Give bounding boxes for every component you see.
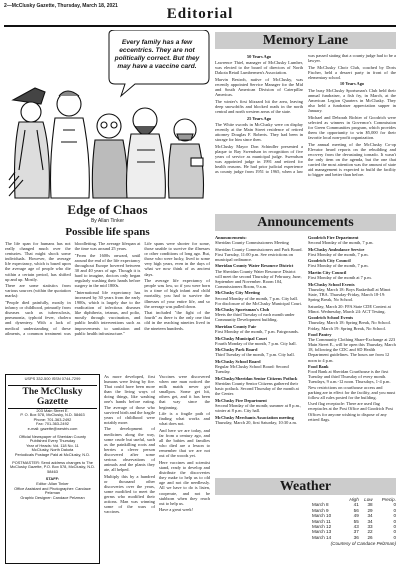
announcement-text: Sheridan County Commissioners and Park Board. First Tuesday, 11:00 p.m. See restrictions on municipal ordinance. (215, 246, 303, 262)
announcement-item (215, 336, 303, 346)
announcement-title: Goodrich Fire Department (308, 235, 359, 240)
memory-lane-paragraph: The busy McClusky Sportsman's Club held their annual fundraiser, a fish fry, in March, at the American Legion Quarters in McClusky. They also held a fundraiser appreciation supper in January. (308, 87, 396, 113)
masthead-line: Periodicals Postage Paid at McClusky, N.D. (14, 451, 91, 457)
weather-low: 26 (367, 534, 373, 540)
masthead-line: POSTMASTER: Send address changes to The McClusky Gazette, P.O. Box 578, McClusky, N.D. 58463 (9, 459, 96, 474)
weather-date: March 9 (312, 507, 329, 513)
weather-low: 34 (367, 518, 373, 524)
announcement-title: McClusky Municipal Court (215, 335, 267, 341)
editorial-continued (104, 374, 210, 564)
announcement-item (215, 359, 303, 374)
editorial-paragraph: "International life expectancy has increased by 30 years from the early 1900s, which is largely due to the eradication of infectious diseases like diphtheria, tetanus, and polio, mostly through vaccination, and public health interventions such as improvements to sanitation and public health infrastructure." (74, 289, 141, 336)
masthead-issn: USPS 332-500 ISSN 0744-7299 (24, 376, 81, 381)
memory-lane-heading: Memory Lane (215, 32, 396, 49)
header-rule (4, 25, 396, 27)
announcement-title: McClusky Park Board (215, 347, 258, 353)
editorial-cartoon (5, 30, 210, 200)
masthead-line: P. O. Box 578, McClusky, N.D. 58463 (20, 412, 85, 418)
announcement-item (308, 282, 396, 302)
announcement-title: Martin City Council (308, 270, 347, 276)
weather-low: 29 (367, 507, 373, 513)
announcement-text: Meets the third Tuesday of each month under Community Development building. (215, 312, 295, 323)
editorial-paragraph: The average life expectancy of people was low, so if you were born in a time of high infant and child mortality, you had to survive the illnesses of your entire life, and so the average was pulled down. (144, 278, 210, 309)
weather-precip: 0 (393, 507, 396, 513)
masthead-line: Phone: 701-363-2492 (33, 416, 72, 422)
memory-lane-paragraph: The winter's first blizzard hit the area, leaving deep snowdrifts and blocked roads in the north central and north western areas of the state. (215, 98, 303, 114)
announcements-body (215, 235, 396, 475)
masthead-line: McClusky, North Dakota (31, 447, 74, 453)
masthead-line: Official Newspaper of Sheridan County (19, 433, 86, 439)
announcement-text: The Community Clothing Share-Exchange at 223 Main Street E., will be open this Thursday, March 18, following the CDC and SD Health Department guidelines. The hours are from 12 noon to 4 p.m. (308, 337, 396, 363)
announcement-item (215, 235, 303, 245)
announcement-text: First Monday of the month, 7 p.m. Fairgrounds. (215, 329, 299, 335)
weather-row (312, 535, 396, 540)
weather-table (312, 497, 396, 547)
weather-precip: 0 (393, 529, 396, 535)
announcement-item (215, 324, 303, 334)
cartoon-title: Edge of Chaos (67, 202, 148, 217)
announcement-item (308, 247, 396, 257)
section-title: Editorial (166, 6, 234, 22)
weather-credit: (Courtesy of Candace Pelzman) (330, 541, 396, 547)
announcement-text: Sheridan County Senior Citizens gathered their basic potluck. Second Thursday of the month at the Center. (215, 380, 299, 397)
announcement-title: McClusky Ambulance Service (308, 246, 365, 252)
announcement-item (215, 398, 303, 413)
weather-low: 34 (367, 513, 373, 519)
announcement-title: Announcements: (215, 235, 247, 240)
masthead-line: Office Assistant and Photographer: Candace Pelzman (14, 485, 91, 496)
editorial-paragraph: "From the 1600s onward, until around the end of the life expectancy throughout Europe hovered between 30 and 40 years of age. Though it is hard to imagine, doctors only began regularly washing their hands before surgery in the mid 1800s. (74, 252, 141, 289)
running-head: 2—McClusky Gazette, Thursday, March 18, 2021 (4, 3, 118, 9)
weather-high: 37 (353, 529, 359, 535)
masthead-line: STAFF: (45, 476, 60, 482)
announcement-text: Sheridan County Commissioners Meeting (215, 240, 289, 246)
announcement-text: Thursday, March 18: Boys Basketball at Minot State, TBA. Thursday-Friday, March 18-19: Spring Break, No School. (308, 286, 391, 303)
weather-date: March 14 (312, 534, 332, 540)
weather-high: 43 (353, 524, 359, 530)
masthead-line: 203 Main Street E. (36, 407, 69, 413)
weather-high: 49 (353, 513, 359, 519)
weather-date: March 13 (312, 529, 332, 535)
announcement-text: First Monday of the month at 7 p.m. (308, 275, 372, 281)
editorial-paragraph: That included "the fight of the fourth" as there is the only one that old in the reaching nineties lived in the nineteen hundreds. (144, 310, 210, 331)
weather-low: 38 (367, 502, 373, 508)
announcement-title: McClusky/Sheridan Senior Citizens Potluck (215, 375, 298, 381)
masthead-line: e-mail: gazette@westriv.com (27, 425, 78, 431)
announcement-title: Sheridan County Water Resource District (215, 263, 294, 269)
announcement-title: McClusky Merchants Association meeting (215, 414, 294, 420)
weather-date: March 11 (312, 518, 331, 524)
announcement-text: Regular McClusky School Board: Second Tuesday. (215, 364, 289, 375)
masthead-line: Published Every Thursday (29, 438, 76, 444)
weather-date: March 12 (312, 524, 332, 530)
masthead-line: Fax: 701-363-2492 (36, 421, 69, 427)
weather-col-precip: Precip. (381, 497, 396, 502)
announcement-text: Fourth Monday of the month, 7 p.m. City hall. (215, 340, 297, 346)
weather-precip: 0 (393, 518, 396, 524)
announcement-text: First Monday of the month, 7 p.m. (308, 251, 369, 257)
editorial-paragraph: "People died painfully, mostly in infancy or childhood, primarily from diseases such as tuberculosis, pneumonia, typhoid fever, cholera and dysentery. With a lack of medical understanding of these ailments, a common treatment was bloodletting. The average lifespan at the time was around 25 years. (5, 241, 141, 336)
memory-lane-paragraph: McClusky Mayor Don Schindler presented a plaque to Ray Swendson in recognition of five years of service as municipal judge. Swendson was appointed judge in 1991 and retired for health reasons. He had prior judicial experience as county judge from 1951 to 1965, when a law was passed stating that a county judge had to be a lawyer. (215, 53, 396, 174)
memory-lane-year: 25 Years Ago (246, 115, 272, 121)
weather-date: March 10 (312, 513, 332, 519)
weather-low: 33 (367, 524, 373, 530)
announcement-item (215, 415, 303, 425)
weather-precip: 0 (393, 534, 396, 540)
editorial-paragraph: There are some statistics from various sources (within the quotation marks): (5, 283, 71, 299)
announcement-text: Second Monday of the month, 7 p.m. City hall. For disclosure of the McClusky Municipal Court. (215, 295, 302, 306)
weather-precip: 0 (393, 524, 396, 530)
announcement-title: McClusky Sportsman's Club (215, 307, 270, 313)
announcement-title: Goodrich City Council (308, 258, 351, 264)
weather-high: 55 (353, 518, 359, 524)
announcement-text: Second Monday of the month; summer at 8 p.m., winter at 8 p.m. City hall. (215, 402, 302, 413)
announcement-title: McClusky School Board (215, 359, 261, 365)
announcement-item (308, 258, 396, 268)
announcement-item (308, 235, 396, 245)
memory-lane-paragraph: Lawrence Thiel, manager of McClusky Lumber, was elected to the board of directors of North Dakota Retail Lumbermen's Association. (215, 60, 303, 76)
announcement-text: Used flag receptacle: There are used flag receptacles at the Post Office and Goodrich Post Offices for anyone wishing to dispose of any retired flags. (308, 401, 393, 422)
memory-lane-body (215, 53, 396, 211)
weather-precip: 0 (393, 513, 396, 519)
announcement-text: Third Tuesday of the month, 7 p.m. City hall. (215, 352, 295, 358)
cartoon-speech-text: Every family has a few eccentrics. They are not politically correct. But they may have a vaccine card. (114, 39, 200, 70)
announcement-item (308, 401, 396, 421)
masthead-line: Year of Heads: Vol. 118 No. 11 (26, 442, 79, 448)
memory-lane-paragraph: The McClusky Choir Club, coached by Doris Fischer, held a dessert party in front of the elementary school. (308, 64, 396, 80)
announcement-text: First Monday of the month, 7 p.m. (308, 263, 369, 269)
weather-low: 22 (367, 529, 373, 535)
announcement-item (215, 347, 303, 357)
weather-col-high: High (349, 497, 359, 502)
announcement-text: The Sheridan County Water Resource District will meet the second Thursday of February, June, September and November. Room 104, Commissioners Room, 9 a.m. (215, 268, 302, 289)
editorial-paragraph: As more developed, first humans were living by fire. That could have been more than the living ways of doing things, like washing one's hands before eating. The average of those who survived birth and the fragile years of childhood were notably more. (104, 374, 155, 425)
weather-high: 36 (353, 534, 359, 540)
editorial-headline: Possible life spans (65, 226, 150, 238)
masthead-line: Editor: Allan Tinker (36, 480, 69, 486)
announcement-text: Saturday, March 20: FFA State CDE Contest at Minot. Wednesday, March 24: ACT Testing. (308, 303, 391, 314)
announcement-text: Food Bank at Sheridan Courthouse is the first Tuesday and third Thursday of every month. Tuesdays, 9 a.m.-12 noon. Thursdays, 1-4 p.m. New restrictions on courthouse access and parking are in effect for the facility, and you must follow all rules posted for the building. (308, 369, 396, 400)
announcement-text: Thursday, March 18: Spring Break, No School. Friday, March 19: Spring Break, No School. (308, 320, 392, 331)
announcement-item (215, 376, 303, 396)
announcement-title: Sheridan County Fair (215, 324, 257, 329)
announcement-item (215, 247, 303, 262)
masthead-paper-name: The McClusky Gazette (8, 385, 97, 409)
editorial-paragraph: Have a great week! (159, 507, 194, 513)
announcement-item (215, 290, 303, 305)
announcement-item (308, 315, 396, 330)
weather-date: March 8 (312, 502, 329, 508)
weather-high: 41 (353, 502, 359, 508)
announcement-text: Second Monday of the month, 7 p.m. (308, 240, 374, 246)
cartoon-byline: By Allan Tinker (90, 218, 125, 224)
editorial-paragraph: Life is a fragile path of finding what works and what does not. (159, 411, 210, 427)
editorial-paragraph: The life span for humans has not really changed much over the centuries. That might shock some individuals. However, the average life expectancy, which is based upon the average age of people who die within a certain period, has shifted up and up. Mostly. (5, 241, 71, 282)
announcement-title: Goodrich School Events (308, 315, 354, 321)
announcement-item (308, 270, 396, 280)
announcement-title: McClusky City Meeting (215, 290, 260, 296)
editorial-paragraph: And here we are today, and far from a century ago, and all the babies and families who died are a lesson to remember that we are not out of the woods yet. (159, 427, 210, 459)
memory-lane-year: 50 Years Ago (246, 54, 272, 59)
weather-high: 56 (353, 507, 359, 513)
announcement-item (308, 332, 396, 363)
announcement-item (215, 307, 303, 322)
memory-lane-paragraph: The annual meeting of the McClusky Co-op Elevator heard reports on the rebuilding and recovery from the devastating tornado. It wasn't the only item on the agenda, but the one that carried the most attention was the amount of state aid management is expected to build the facility to bigger and better than before. (308, 141, 396, 178)
memory-lane-paragraph: Michael and Deborah Richter of Goodrich were selected as winners in Governor's Commission for Green Communities program, which provides them the opportunity to win $5,000 for their favorite local non-profit organization. (308, 114, 396, 140)
announcement-text: Thursday, March 20, first Saturday, 10:30 a.m. (215, 419, 297, 425)
masthead-box (5, 374, 100, 564)
editorial-paragraph: Multiply this by a hundred or thousand other discoveries over the years, some modified to meet the germs who modified their actions. Man was winning some of the wars of vaccines. (104, 473, 155, 515)
announcement-title: Food Bank (308, 364, 329, 370)
memory-lane-year: 10 Years Ago (339, 81, 365, 87)
memory-lane-paragraph: The White swords in McClusky were on display recently at the Main Street residence of retired attorney Douglas F. Roberts. They had been in storage for him since then. (215, 121, 303, 142)
memory-lane-paragraph: Marvin Bestroh, native of McClusky, was recently appointed Service Manager for the Mid and South American Division of Caterpillar Americas. (215, 76, 303, 98)
editorial-paragraph: Life spans were shorter for some, those unable to survive the illnesses or other conditions of long ago. But, those who were lucky, lived to some very high years, even in the days of what we now think of as ancient days. (144, 241, 210, 277)
announcement-title: McClusky Fire Department (215, 397, 267, 403)
announcement-item (308, 364, 396, 400)
masthead-line: Graphic Designer: Candace Pelzman (20, 494, 85, 500)
announcement-title: McClusky School Events (308, 281, 355, 287)
editorial-paragraph: Here vaccines and scientist stand, ready to develop and distribute the discoveries they make to help us to old age and not die needlessly. All we have to do is listen, cooperate, and not be stubborn when they reach out to help us. (159, 460, 210, 506)
announcement-item (308, 304, 396, 314)
weather-col-low: Low (364, 497, 373, 502)
announcement-item (215, 263, 303, 288)
editorial-paragraph: Vaccines were discovered when one man noticed the milk maids never got smallpox. Some get hit, others get, and it has been that way since the beginning. (159, 374, 210, 410)
editorial-paragraph: The development of medicines along the way, some crude but useful, such as the painkilling roots and berries a clever person discovered after some serious observations of animals and the plants they ate, all helped. (104, 426, 155, 473)
weather-precip: 0 (393, 502, 396, 508)
editorial-body (5, 241, 210, 372)
announcement-title: Food Pantry (308, 332, 332, 338)
announcements-heading: Announcements (215, 214, 396, 231)
weather-heading: Weather (215, 478, 396, 495)
